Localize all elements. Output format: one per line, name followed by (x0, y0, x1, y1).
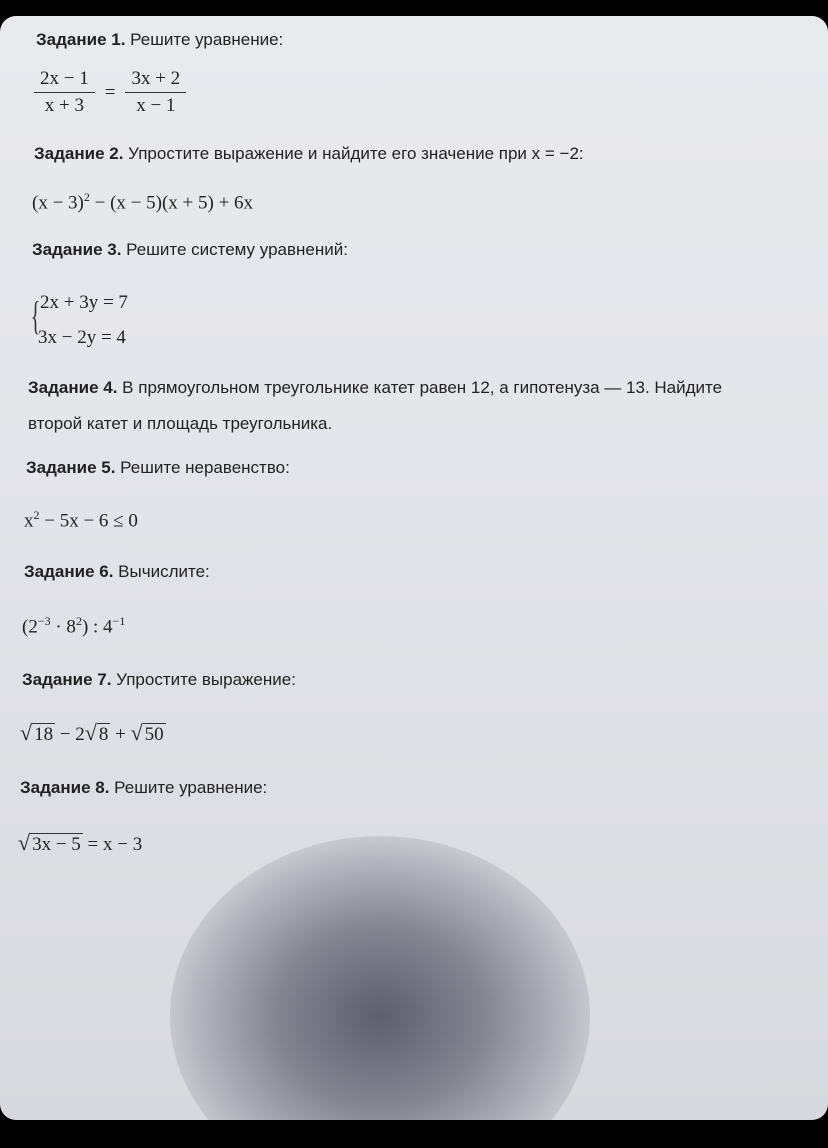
numerator: 2x − 1 (34, 68, 95, 93)
task-label: Задание 2. (34, 144, 124, 163)
task-label: Задание 4. (28, 378, 118, 397)
task-1-heading (36, 30, 283, 50)
task-label: Задание 3. (32, 240, 122, 259)
task-text: Вычислите: (118, 562, 210, 581)
expr-part: (x − 3) (32, 192, 84, 214)
radicand: 18 (34, 724, 54, 745)
task-label: Задание 5. (26, 458, 116, 477)
task-text: Решите систему уравнений: (126, 240, 348, 259)
task-text: Решите неравенство: (120, 458, 290, 477)
expr-part: + (110, 724, 131, 745)
task-text: В прямоугольном треугольнике катет равен 12, а гипотенуза — 13. Найдите (122, 378, 723, 397)
task-label: Задание 6. (24, 562, 114, 581)
denominator: x − 1 (136, 95, 176, 116)
task-text: Решите уравнение: (130, 30, 284, 49)
task-label: Задание 8. (20, 778, 110, 797)
task-8-heading (20, 778, 267, 798)
worksheet-page (0, 16, 828, 1120)
radical-icon: √ (84, 720, 97, 745)
denominator: x + 3 (44, 95, 84, 116)
task-4-continuation: второй катет и площадь треугольника. (28, 414, 333, 433)
fraction-left (34, 68, 95, 117)
exponent: −3 (37, 614, 51, 628)
task-text: Решите уравнение: (114, 778, 268, 797)
radical-icon: √ (20, 720, 33, 745)
expr-part: ) : 4 (81, 616, 113, 638)
exponent: 2 (83, 190, 90, 204)
task-3-heading (32, 240, 348, 260)
exponent: 2 (33, 508, 40, 522)
expr-part: x (24, 510, 34, 532)
photo-shadow (170, 836, 590, 1120)
radical-icon: √ (18, 830, 31, 855)
radical-icon: √ (130, 720, 143, 745)
task-2-expression (32, 190, 253, 214)
expr-part: − 5x − 6 ≤ 0 (39, 510, 138, 532)
task-text: Упростите выражение и найдите его значение при x = −2: (128, 144, 584, 163)
system-brace: { (30, 293, 41, 338)
task-1-equation (34, 68, 186, 117)
task-label: Задание 1. (36, 30, 126, 49)
task-text: Упростите выражение: (116, 670, 296, 689)
radicand: 8 (98, 724, 109, 745)
task-6-expression (22, 614, 125, 638)
expr-part: − (x − 5)(x + 5) + 6x (89, 192, 254, 214)
task-6-heading (24, 562, 210, 582)
radicand: 50 (144, 724, 164, 745)
task-7-heading (22, 670, 296, 690)
task-8-equation (18, 830, 142, 856)
expr-part: · 8 (50, 616, 76, 638)
task-5-heading (26, 458, 290, 478)
task-4-heading (28, 378, 722, 398)
fraction-right (125, 68, 186, 117)
radicand: 3x − 5 (32, 834, 81, 855)
numerator: 3x + 2 (125, 68, 186, 93)
equals-sign: = (104, 81, 116, 103)
exponent: 2 (75, 614, 82, 628)
system-equation-1: 2x + 3y = 7 (40, 292, 128, 313)
expr-part: = x − 3 (82, 834, 143, 855)
expr-part: − 2 (55, 724, 85, 745)
exponent: −1 (112, 614, 126, 628)
task-7-expression (20, 720, 166, 746)
task-label: Задание 7. (22, 670, 112, 689)
task-5-inequality (24, 508, 138, 532)
system-equation-2: 3x − 2y = 4 (38, 327, 126, 348)
expr-part: (2 (22, 616, 38, 638)
task-2-heading (34, 144, 584, 164)
